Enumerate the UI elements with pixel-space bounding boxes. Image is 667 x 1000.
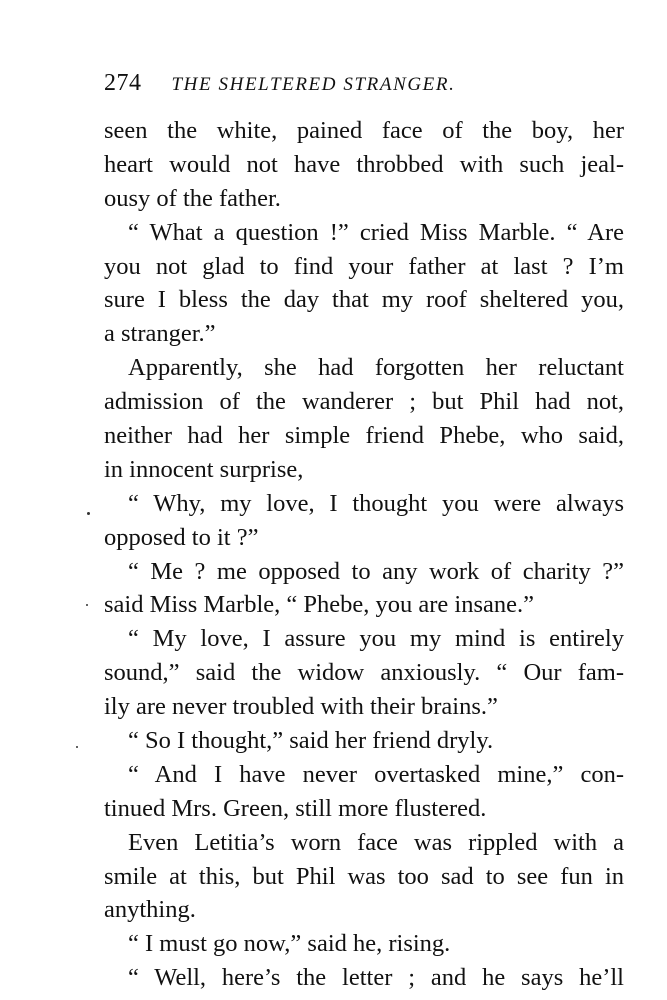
text-line: smile at this, but Phil was too sad to see fun in bbox=[104, 862, 624, 890]
text-line: heart would not have throbbed with such jeal- bbox=[104, 150, 624, 178]
text-line: neither had her simple friend Phebe, who said, bbox=[104, 422, 624, 450]
text-line: anything. bbox=[104, 896, 196, 924]
text-line: sound,” said the widow anxiously. “ Our fam- bbox=[104, 659, 624, 687]
text-line: Apparently, she had forgotten her reluctant bbox=[128, 354, 624, 382]
page-header bbox=[104, 70, 624, 102]
text-line: Even Letitia’s worn face was rippled with a bbox=[128, 828, 624, 856]
text-line: ousy of the father. bbox=[104, 184, 281, 212]
text-line: ily are never troubled with their brains.” bbox=[104, 693, 498, 721]
paper-speck bbox=[76, 746, 78, 748]
paper-speck bbox=[87, 512, 90, 515]
text-line: sure I bless the day that my roof sheltered you, bbox=[104, 286, 624, 314]
running-head: THE SHELTERED STRANGER. bbox=[171, 74, 456, 95]
text-line: “ Well, here’s the letter ; and he says he’ll bbox=[128, 964, 624, 992]
text-line: “ I must go now,” said he, rising. bbox=[128, 930, 451, 958]
text-line: tinued Mrs. Green, still more flustered. bbox=[104, 794, 487, 822]
text-line: “ What a question !” cried Miss Marble. “ Are bbox=[128, 218, 624, 246]
text-line: a stranger.” bbox=[104, 320, 216, 348]
text-line: “ And I have never overtasked mine,” con- bbox=[128, 760, 624, 788]
body-text bbox=[104, 114, 624, 995]
text-line: “ So I thought,” said her friend dryly. bbox=[128, 727, 494, 755]
page-number: 274 bbox=[104, 70, 142, 96]
text-line: you not glad to find your father at last ? I’m bbox=[104, 252, 624, 280]
text-line: “ Why, my love, I thought you were always bbox=[128, 489, 624, 517]
text-line: “ Me ? me opposed to any work of charity ?” bbox=[128, 557, 624, 585]
text-line: said Miss Marble, “ Phebe, you are insane.” bbox=[104, 591, 534, 619]
text-line: in innocent surprise, bbox=[104, 455, 304, 483]
text-line: opposed to it ?” bbox=[104, 523, 259, 551]
text-line: admission of the wanderer ; but Phil had not, bbox=[104, 388, 624, 416]
paper-speck bbox=[86, 604, 88, 606]
text-line: “ My love, I assure you my mind is entirely bbox=[128, 625, 624, 653]
text-line: seen the white, pained face of the boy, her bbox=[104, 117, 624, 144]
